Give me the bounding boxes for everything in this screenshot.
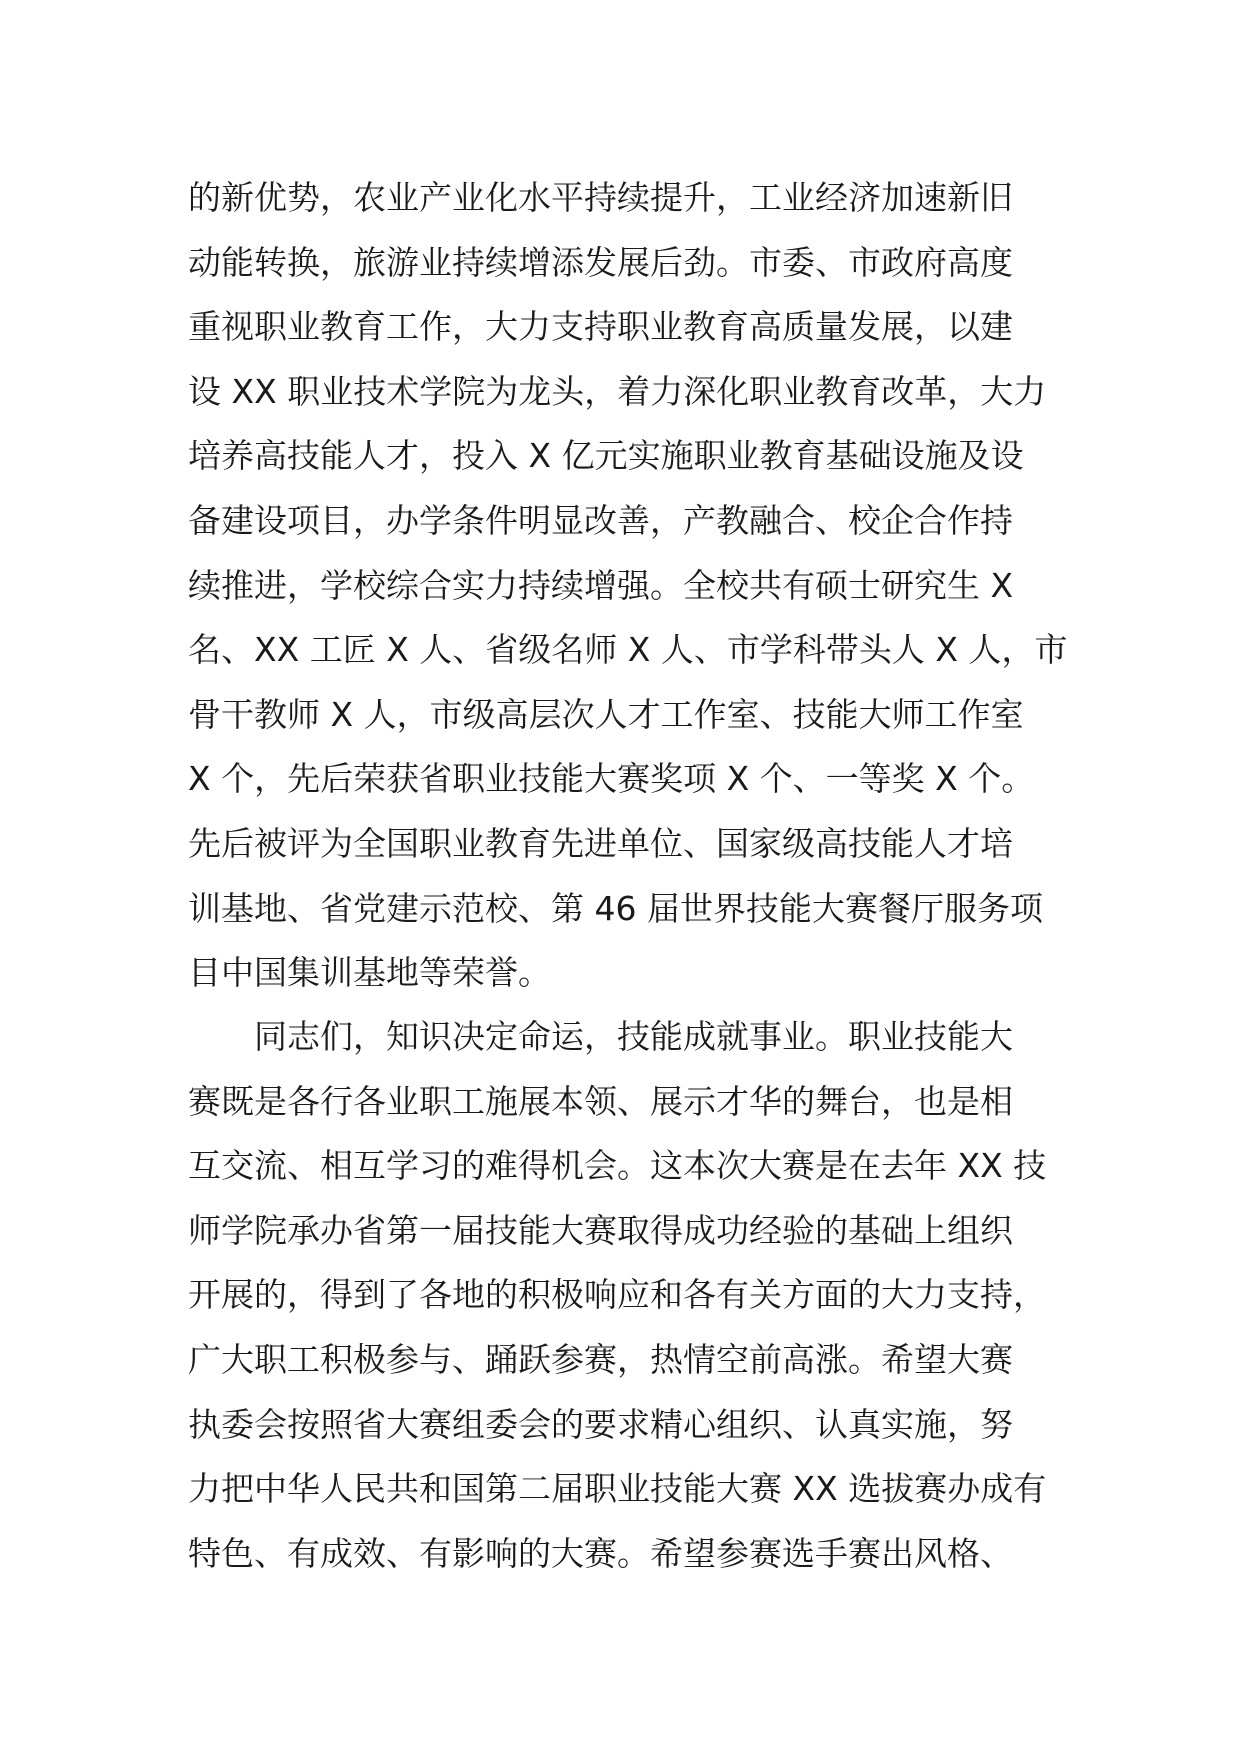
paragraph-1-line: 骨干教师 X 人，市级高层次人才工作室、技能大师工作室 <box>188 694 1024 734</box>
paragraph-1-line: 先后被评为全国职业教育先进单位、国家级高技能人才培 <box>188 823 1013 863</box>
paragraph-1 <box>188 166 1068 1006</box>
paragraph-2-line: 力把中华人民共和国第二届职业技能大赛 XX 选拔赛办成有 <box>188 1469 1047 1509</box>
paragraph-2-line: 同志们，知识决定命运，技能成就事业。职业技能大 <box>254 1017 1013 1056</box>
paragraph-1-line: 重视职业教育工作，大力支持职业教育高质量发展，以建 <box>188 307 1013 347</box>
paragraph-2-line: 执委会按照省大赛组委会的要求精心组织、认真实施，努 <box>188 1404 1013 1444</box>
paragraph-1-line: 续推进，学校综合实力持续增强。全校共有硕士研究生 X <box>188 565 1014 605</box>
paragraph-1-line: 目中国集训基地等荣誉。 <box>188 953 551 993</box>
paragraph-1-line: X 个，先后荣获省职业技能大赛奖项 X 个、一等奖 X 个。 <box>188 759 1035 799</box>
paragraph-1-line: 备建设项目，办学条件明显改善，产教融合、校企合作持 <box>188 500 1013 540</box>
paragraph-2-line: 广大职工积极参与、踊跃参赛，热情空前高涨。希望大赛 <box>188 1339 1013 1379</box>
paragraph-1-line: 的新优势，农业产业化水平持续提升，工业经济加速新旧 <box>188 178 1013 217</box>
paragraph-2-line: 赛既是各行各业职工施展本领、展示才华的舞台，也是相 <box>188 1081 1013 1121</box>
paragraph-1-line: 名、XX 工匠 X 人、省级名师 X 人、市学科带头人 X 人，市 <box>188 630 1068 670</box>
paragraph-2-line: 开展的，得到了各地的积极响应和各有关方面的大力支持， <box>188 1275 1046 1315</box>
paragraph-2-line: 师学院承办省第一届技能大赛取得成功经验的基础上组织 <box>188 1210 1013 1250</box>
paragraph-2 <box>188 1005 1058 1586</box>
paragraph-1-line: 培养高技能人才，投入 X 亿元实施职业教育基础设施及设 <box>188 436 1024 476</box>
paragraph-1-line: 训基地、省党建示范校、第 46 届世界技能大赛餐厅服务项 <box>188 888 1043 928</box>
paragraph-2-line: 特色、有成效、有影响的大赛。希望参赛选手赛出风格、 <box>188 1533 1013 1573</box>
paragraph-1-line: 动能转换，旅游业持续增添发展后劲。市委、市政府高度 <box>188 242 1013 282</box>
paragraph-2-line: 互交流、相互学习的难得机会。这本次大赛是在去年 XX 技 <box>188 1146 1047 1186</box>
paragraph-1-line: 设 XX 职业技术学院为龙头，着力深化职业教育改革，大力 <box>188 371 1047 411</box>
